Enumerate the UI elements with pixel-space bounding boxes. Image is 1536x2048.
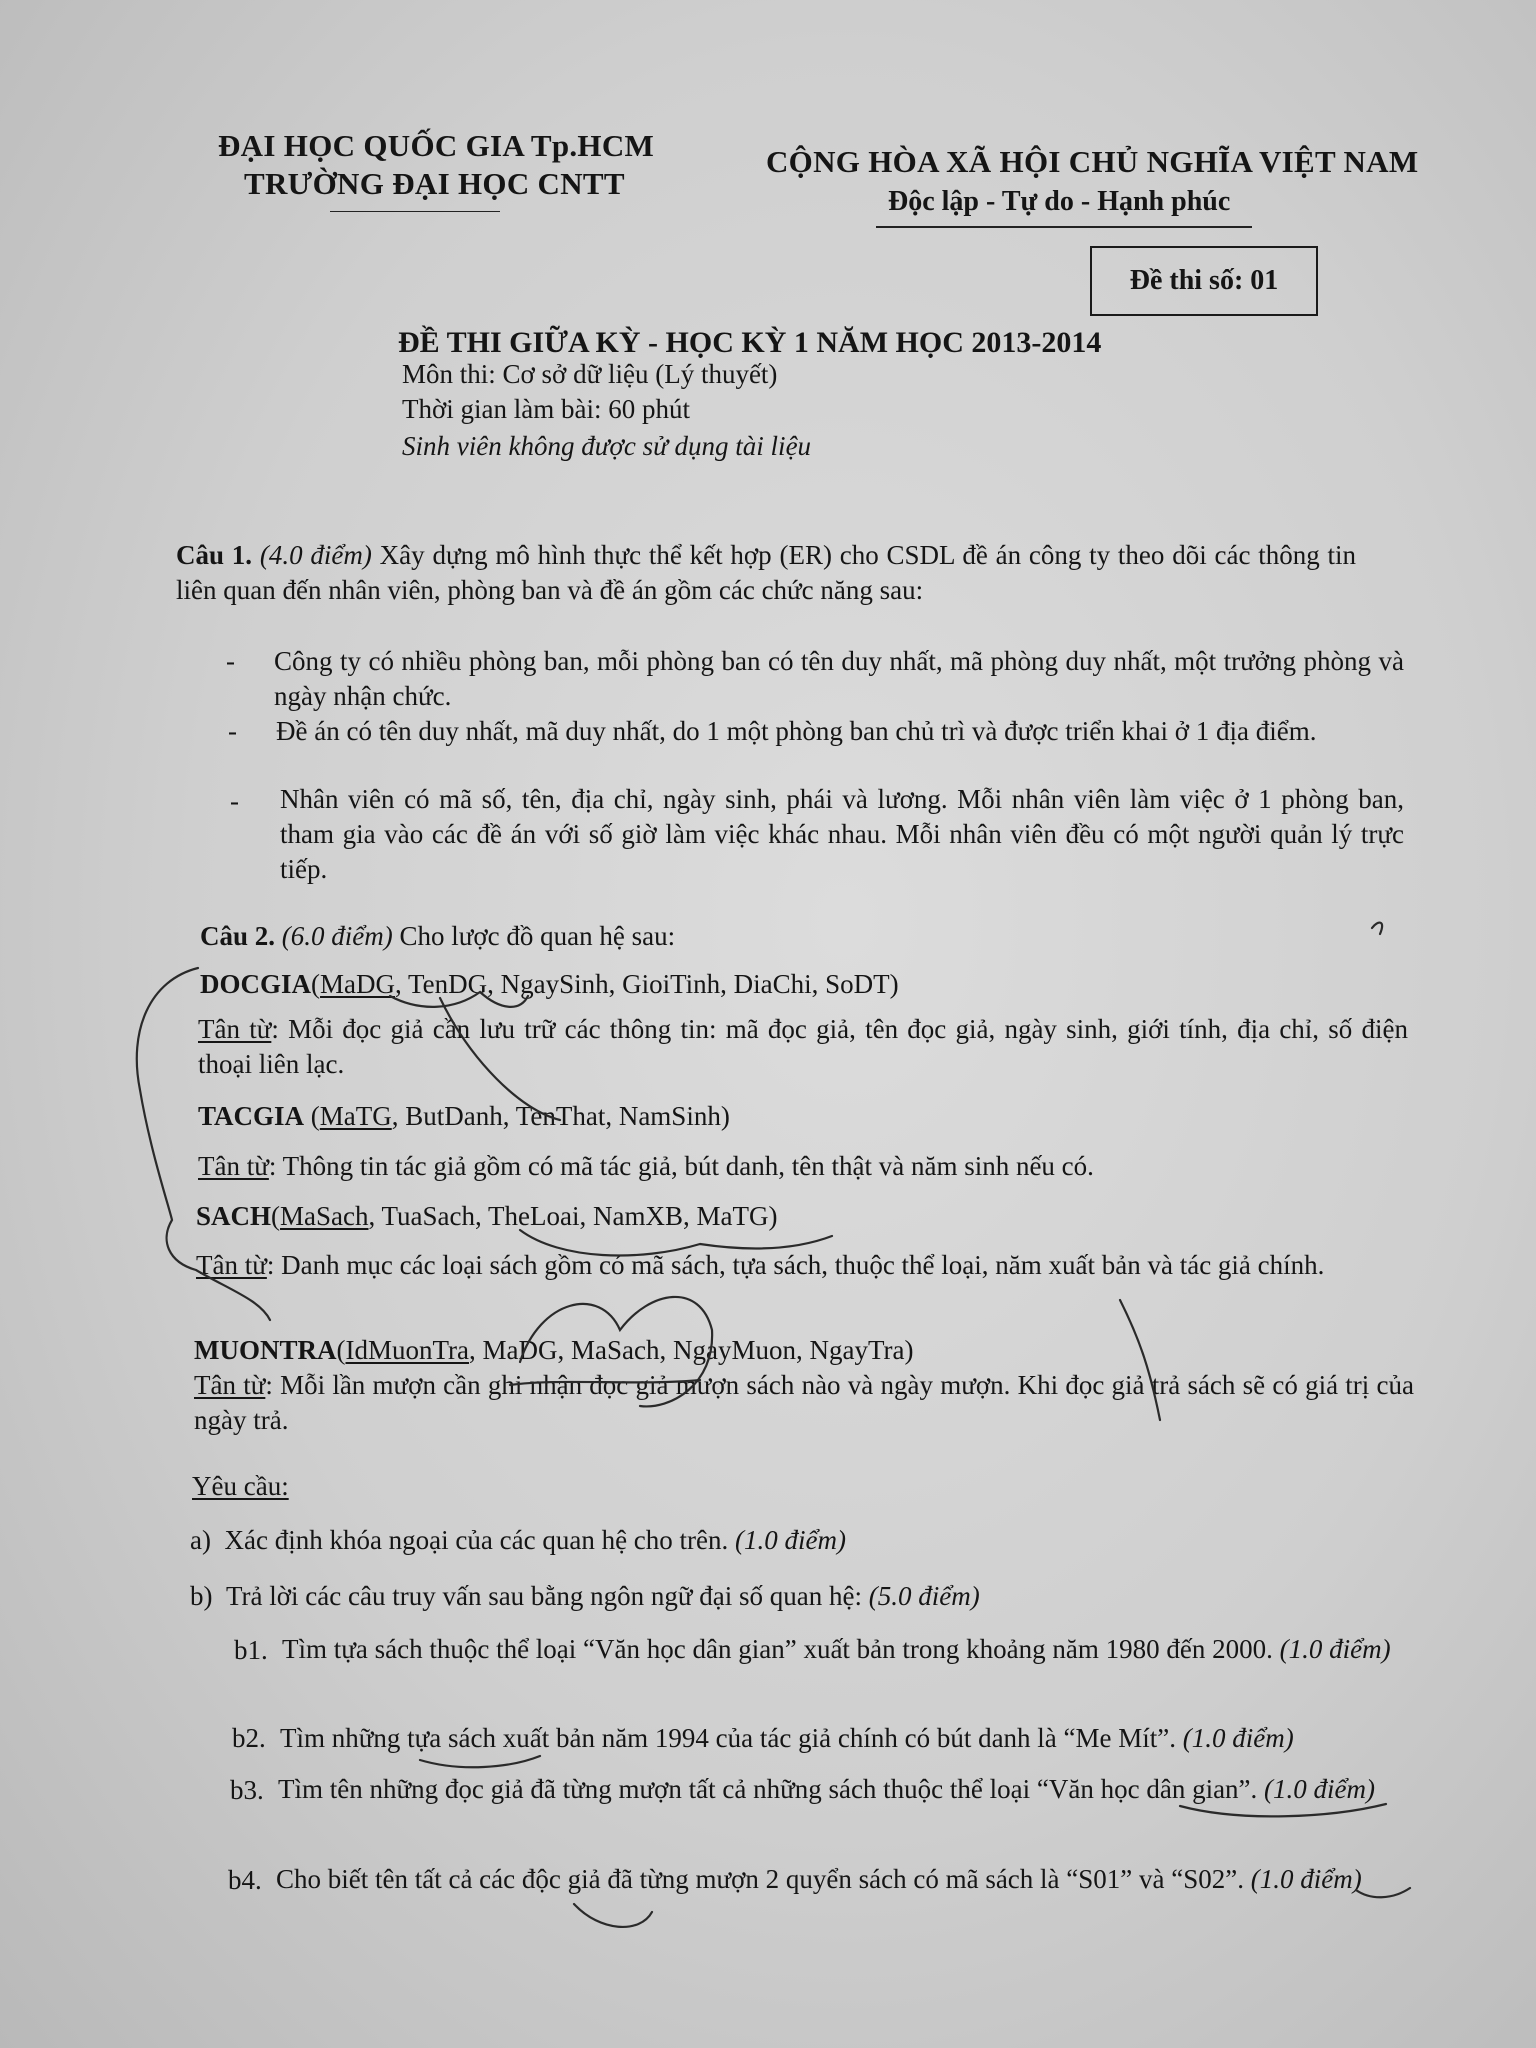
relation-attrs: , MaDG, MaSach, NgayMuon, NgayTra) [469,1335,914,1365]
q1-bullet-2: Đề án có tên duy nhất, mã duy nhất, do 1 một phòng ban chủ trì và được triển khai ở 1 địa điểm. [276,716,1317,746]
desc-text: Thông tin tác giả gồm có mã tác giả, bút danh, tên thật và năm sinh nếu có. [282,1151,1094,1181]
exam-number-box [1090,246,1318,316]
item-points: (5.0 điểm) [868,1581,980,1611]
relation-attrs: , ButDanh, TenThat, NamSinh) [391,1101,730,1131]
relation-muontra: MUONTRA(IdMuonTra, MaDG, MaSach, NgayMuon, NgayTra) [194,1335,914,1365]
q1-bullet-marker: - [228,716,237,746]
relation-attrs: , TuaSach, TheLoai, NamXB, MaTG) [368,1201,778,1231]
primary-key: MaDG [320,969,396,999]
requirement-b [190,1578,980,1615]
primary-key: MaSach [280,1201,369,1231]
relation-docgia-desc: Tân từ: Mỗi đọc giả cần lưu trữ các thông tin: mã đọc giả, tên đọc giả, ngày sinh, giới tính, địa chỉ, số điện thoại liên lạc. [198,1014,1408,1079]
desc-text: Mỗi đọc giả cần lưu trữ các thông tin: mã đọc giả, tên đọc giả, ngày sinh, giới tính, địa chỉ, số điện thoại liên lạc. [198,1014,1408,1079]
national-motto: Độc lập - Tự do - Hạnh phúc [888,186,1231,217]
q2-intro-text: Cho lược đồ quan hệ sau: [399,921,676,951]
q2-points: (6.0 điểm) [281,921,393,951]
faculty-name: TRƯỜNG ĐẠI HỌC CNTT [244,166,625,201]
country-name: CỘNG HÒA XÃ HỘI CHỦ NGHĨA VIỆT NAM [766,144,1419,179]
pen-mark-top [1372,923,1382,934]
exam-duration: Thời gian làm bài: 60 phút [402,394,690,424]
desc-text: Mỗi lần mượn cần ghi nhận đọc giả mượn sách nào và ngày mượn. Khi đọc giả trả sách sẽ có giá trị của ngày trả. [194,1370,1414,1435]
primary-key: MaTG [319,1101,392,1131]
exam-subject: Môn thi: Cơ sở dữ liệu (Lý thuyết) [402,359,778,389]
item-text: Xác định khóa ngoại của các quan hệ cho trên. [224,1525,729,1555]
primary-key: IdMuonTra [345,1335,470,1365]
desc-label: Tân từ [194,1370,266,1400]
relation-attrs: , TenDG, NgaySinh, GioiTinh, DiaChi, SoDT) [395,969,899,999]
q1-bullet-marker: - [230,786,239,816]
item-text: Tìm tựa sách thuộc thể loại “Văn học dân gian” xuất bản trong khoảng năm 1980 đến 2000. [282,1634,1273,1664]
item-text: Tìm tên những đọc giả đã từng mượn tất cả những sách thuộc thể loại “Văn học dân gian”. [278,1774,1258,1804]
relation-muontra-desc: Tân từ: Mỗi lần mượn cần ghi nhận đọc giả mượn sách nào và ngày mượn. Khi đọc giả trả sách sẽ có giá trị của ngày trả. [194,1370,1414,1435]
relation-name: SACH [196,1201,272,1231]
q1-bullet-marker: - [226,646,235,676]
right-header-rule [876,226,1252,228]
subitem-b1-marker: b1. [234,1635,268,1665]
item-text: Cho biết tên tất cả các độc giả đã từng mượn 2 quyển sách có mã sách là “S01” và “S02”. [276,1864,1244,1894]
item-marker: a) [190,1525,211,1555]
desc-label: Tân từ [198,1014,272,1044]
exam-note: Sinh viên không được sử dụng tài liệu [402,431,812,461]
q1-label: Câu 1. [176,540,253,570]
subitem-b1 [282,1632,1422,1667]
relation-sach-desc: Tân từ: Danh mục các loại sách gồm có mã sách, tựa sách, thuộc thể loại, năm xuất bản và tác giả chính. [196,1250,1325,1280]
desc-label: Tân từ [196,1250,267,1280]
q2-intro [200,918,675,955]
pen-curve-b4 [574,1904,652,1927]
q1-bullet-3: Nhân viên có mã số, tên, địa chỉ, ngày sinh, phái và lương. Mỗi nhân viên làm việc ở 1 phòng ban, tham gia vào các đề án với số giờ làm việc khác nhau. Mỗi nhân viên đều có một người quản lý trực tiếp. [280,784,1404,884]
q2-label: Câu 2. [200,921,276,951]
desc-text: Danh mục các loại sách gồm có mã sách, tựa sách, thuộc thể loại, năm xuất bản và tác giả chính. [281,1250,1325,1280]
relation-tacgia: TACGIA (MaTG, ButDanh, TenThat, NamSinh) [198,1101,730,1131]
item-marker: b) [190,1581,213,1611]
relation-name: DOCGIA [200,969,312,999]
item-points: (1.0 điểm) [1264,1774,1376,1804]
subitem-b4-marker: b4. [228,1865,262,1895]
item-text: Tìm những tựa sách xuất bản năm 1994 của tác giả chính có bút danh là “Me Mít”. [280,1723,1177,1753]
desc-label: Tân từ [198,1151,269,1181]
item-points: (1.0 điểm) [735,1525,846,1555]
item-points: (1.0 điểm) [1182,1723,1294,1753]
pen-underline-tua-sach [420,1756,540,1767]
subitem-b3 [278,1772,1422,1807]
relation-docgia: DOCGIA(MaDG, TenDG, NgaySinh, GioiTinh, DiaChi, SoDT) [200,969,899,999]
q1-bullet-1: Công ty có nhiều phòng ban, mỗi phòng ban có tên duy nhất, mã phòng duy nhất, một trưởng phòng và ngày nhận chức. [274,646,1404,711]
subitem-b2-marker: b2. [232,1723,266,1753]
q1-intro-text: Xây dựng mô hình thực thể kết hợp (ER) cho CSDL đề án công ty theo dõi các thông tin liên quan đến nhân viên, phòng ban và đề án gồm các chức năng sau: [176,540,1357,605]
item-points: (1.0 điểm) [1250,1864,1362,1894]
relation-name: MUONTRA [194,1335,337,1365]
requirements-label: Yêu cầu: [192,1471,289,1501]
requirement-a [190,1522,846,1559]
relation-name: TACGIA [198,1101,305,1131]
subitem-b2 [280,1720,1294,1757]
left-header-rule [330,211,500,212]
subitem-b4 [276,1862,1422,1897]
subitem-b3-marker: b3. [230,1775,264,1805]
exam-title: ĐỀ THI GIỮA KỲ - HỌC KỲ 1 NĂM HỌC 2013-2014 [398,326,1102,359]
item-points: (1.0 điểm) [1279,1634,1391,1664]
relation-sach: SACH(MaSach, TuaSach, TheLoai, NamXB, MaTG) [196,1201,778,1231]
relation-tacgia-desc: Tân từ: Thông tin tác giả gồm có mã tác giả, bút danh, tên thật và năm sinh nếu có. [198,1151,1094,1181]
q1-points: (4.0 điểm) [259,540,372,570]
university-name: ĐẠI HỌC QUỐC GIA Tp.HCM [218,128,655,163]
item-text: Trả lời các câu truy vấn sau bằng ngôn ngữ đại số quan hệ: [226,1581,863,1611]
exam-number: Đề thi số: 01 [1129,265,1279,296]
q1-intro [176,538,1356,608]
